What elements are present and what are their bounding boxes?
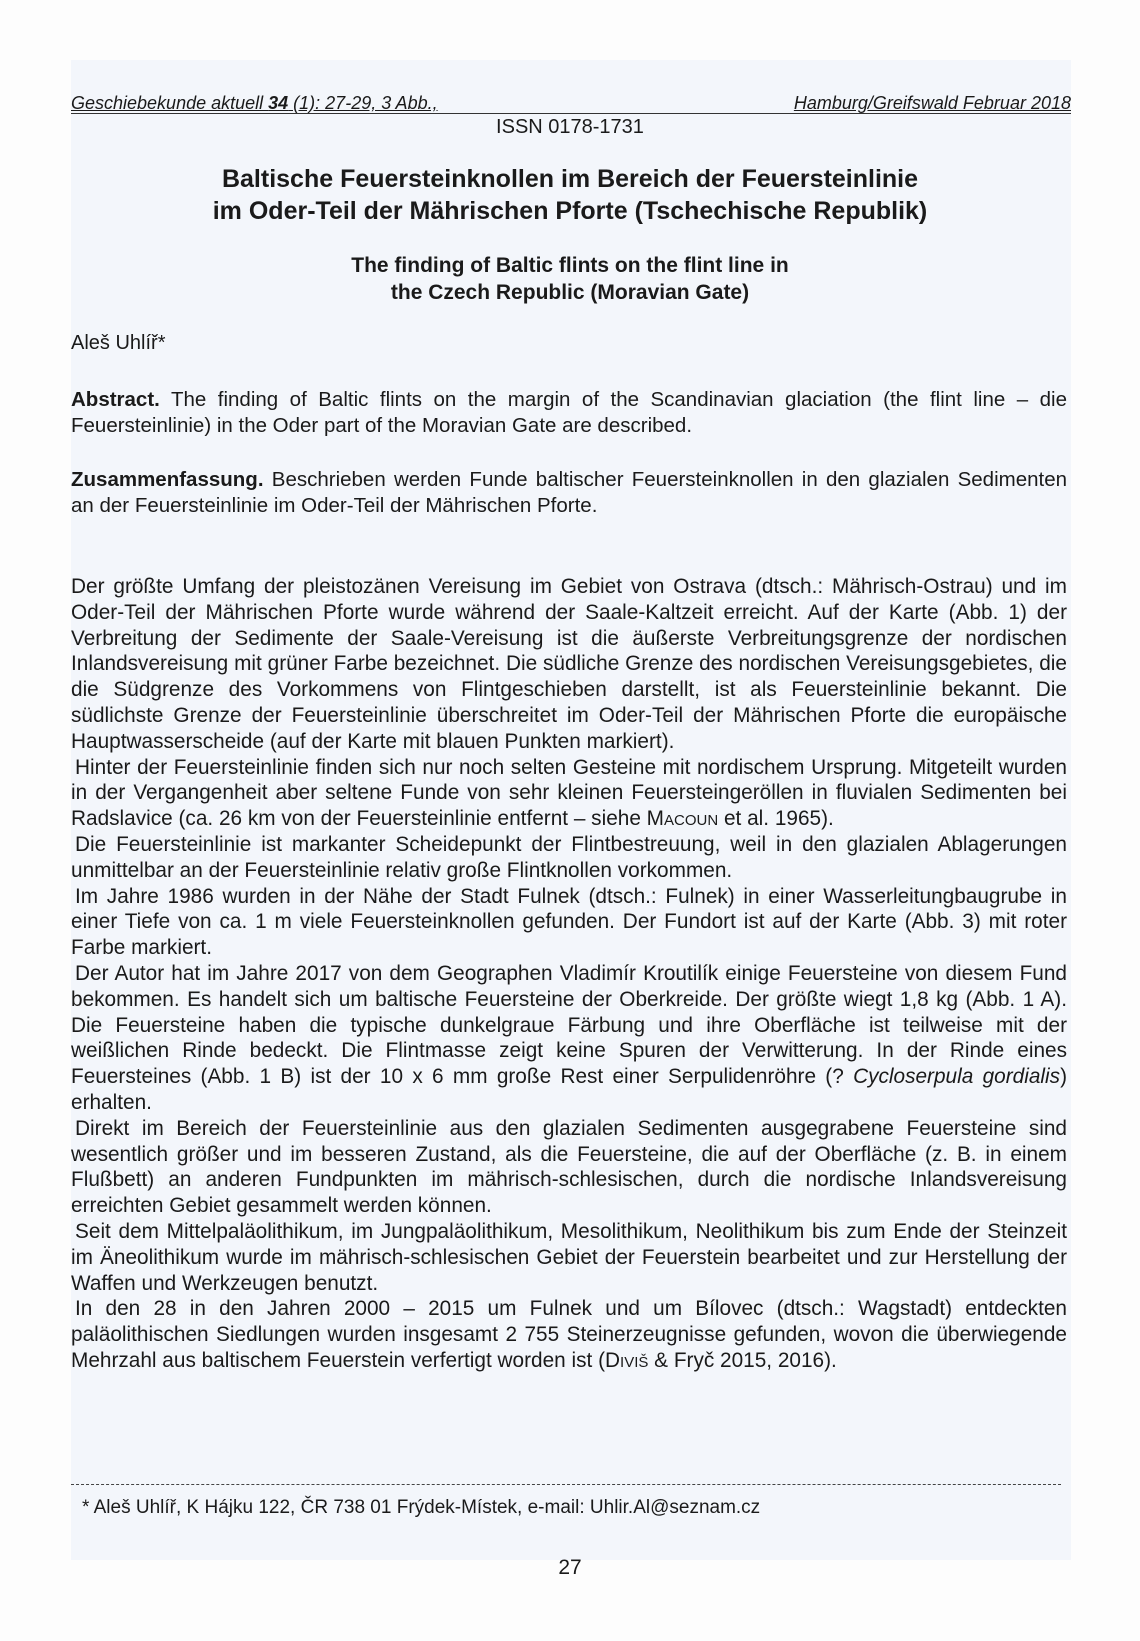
paragraph-8-text-end: & Fryč 2015, 2016). <box>648 1348 837 1372</box>
abstract-text: The finding of Baltic flints on the margin of the Scandinavian glaciation (the flint line – die Feuersteinlinie) in the Oder part of the Moravian Gate are described. <box>71 388 1067 437</box>
body-paragraph-3: Die Feuersteinlinie ist markanter Scheidepunkt der Flintbestreuung, weil in den glazialen Ablagerungen unmittelbar an der Feuersteinlinie relativ große Flintknollen vorkommen. <box>71 832 1067 882</box>
journal-citation <box>71 92 438 114</box>
journal-pages: (1): 27-29, 3 Abb., <box>288 93 438 113</box>
paragraph-5-text-end: ) erhalten. <box>71 1065 1067 1114</box>
paragraph-5-text: Der Autor hat im Jahre 2017 von dem Geographen Vladimír Kroutilík einige Feuersteine von diesem Fund bekommen. Es handelt sich um baltische Feuersteine der Oberkreide. Der größte wiegt 1,8 kg (Abb. 1 A). Die Feuersteine haben die typische dunkelgraue Färbung und ihre Oberfläche ist teilweise mit der weißlichen Rinde bedeckt. Die Flintmasse zeigt keine Spuren der Verwitterung. In der Rinde eines Feuersteines (Abb. 1 B) ist der 10 x 6 mm große Rest einer Serpulidenröhre (? <box>71 961 1067 1089</box>
header-rule <box>71 113 1071 114</box>
body-text <box>71 574 1067 1374</box>
body-paragraph-8 <box>71 1296 1067 1373</box>
german-title-line-2: im Oder-Teil der Mährischen Pforte (Tschechische Republik) <box>212 197 928 225</box>
zusammenfassung-label: Zusammenfassung. <box>71 468 264 491</box>
paragraph-2-text-end: et al. 1965). <box>718 807 834 831</box>
german-title-line-1: Baltische Feuersteinknollen im Bereich der Feuersteinlinie <box>221 165 919 193</box>
journal-volume: 34 <box>268 93 289 113</box>
body-paragraph-4: Im Jahre 1986 wurden in der Nähe der Stadt Fulnek (dtsch.: Fulnek) in einer Wasserleitungbaugrube in einer Tiefe von ca. 1 m viele Feuersteinknollen gefunden. Der Fundort ist auf der Karte (Abb. 3) mit roter Farbe markiert. <box>71 884 1067 960</box>
author-name: Aleš Uhlíř* <box>71 332 166 354</box>
english-title-line-1: The finding of Baltic flints on the flint line in <box>351 254 789 277</box>
citation-author: Macoun <box>646 807 719 831</box>
body-paragraph-2 <box>71 755 1067 832</box>
english-title-line-2: the Czech Republic (Moravian Gate) <box>390 281 750 304</box>
publication-place-date: Hamburg/Greifswald Februar 2018 <box>793 93 1071 113</box>
paragraph-8-text: In den 28 in den Jahren 2000 – 2015 um Fulnek und um Bílovec (dtsch.: Wagstadt) entdeckten paläolithischen Siedlungen wurden insgesamt 2 755 Steinerzeugnisse gefunden, wovon die überwiegende Mehrzahl aus baltischem Feuerstein verfertigt worden ist ( <box>71 1297 1067 1372</box>
german-title <box>120 163 1020 227</box>
body-paragraph-1: Der größte Umfang der pleistozänen Vereisung im Gebiet von Ostrava (dtsch.: Mährisch-Ostrau) und im Oder-Teil der Mährischen Pforte wurde während der Saale-Kaltzeit erreicht. Auf der Karte (Abb. 1) der Verbreitung der Sedimente der Saale-Vereisung ist die äußerste Verbreitungsgrenze der nordischen Inlandsvereisung mit grüner Farbe bezeichnet. Die südliche Grenze des nordischen Vereisungsgebietes, die die Südgrenze des Vorkommens von Flintgeschieben darstellt, ist als Feuersteinlinie bekannt. Die südlichste Grenze der Feuersteinlinie überschreitet im Oder-Teil der Mährischen Pforte die europäische Hauptwasserscheide (auf der Karte mit blauen Punkten markiert). <box>71 575 1067 753</box>
footnote-divider <box>71 1484 1061 1485</box>
body-paragraph-5 <box>71 961 1067 1116</box>
english-title <box>220 252 920 306</box>
paragraph-2-text: Hinter der Feuersteinlinie finden sich nur noch selten Gesteine mit nordischem Ursprung. Mitgeteilt wurden in der Vergangenheit aber seltene Funde von sehr kleinen Feuersteingeröllen in fluvialen Sedimenten bei Radslavice (ca. 26 km von der Feuersteinlinie entfernt – siehe <box>71 755 1067 831</box>
journal-name: Geschiebekunde aktuell <box>71 93 269 113</box>
zusammenfassung-text: Beschrieben werden Funde baltischer Feuersteinknollen in den glazialen Sedimenten an der Feuersteinlinie im Oder-Teil der Mährischen Pforte. <box>71 468 1067 517</box>
body-paragraph-6: Direkt im Bereich der Feuersteinlinie aus den glazialen Sedimenten ausgegrabene Feuersteine sind wesentlich größer und im besseren Zustand, als die Feuersteine, die auf der Oberfläche (z. B. in einem Flußbett) an anderen Fundpunkten im mährisch-schlesischen, durch die nordische Inlandsvereisung erreichten Gebiet gesammelt werden können. <box>71 1116 1067 1218</box>
abstract-label: Abstract. <box>71 388 160 411</box>
abstract <box>71 387 1067 438</box>
author-footnote: * Aleš Uhlíř, K Hájku 122, ČR 738 01 Frýdek-Místek, e-mail: Uhlir.Al@seznam.cz <box>82 1497 761 1518</box>
zusammenfassung <box>71 467 1067 518</box>
body-paragraph-7: Seit dem Mittelpaläolithikum, im Jungpaläolithikum, Mesolithikum, Neolithikum bis zum Ende der Steinzeit im Äneolithikum wurde im mährisch-schlesischen Gebiet der Feuerstein bearbeitet und zur Herstellung der Waffen und Werkzeugen benutzt. <box>71 1219 1067 1295</box>
citation-author: Diviš <box>605 1348 649 1372</box>
issn: ISSN 0178-1731 <box>496 116 644 138</box>
species-name: Cycloserpula gordialis <box>853 1065 1061 1089</box>
page-number: 27 <box>558 1556 582 1579</box>
